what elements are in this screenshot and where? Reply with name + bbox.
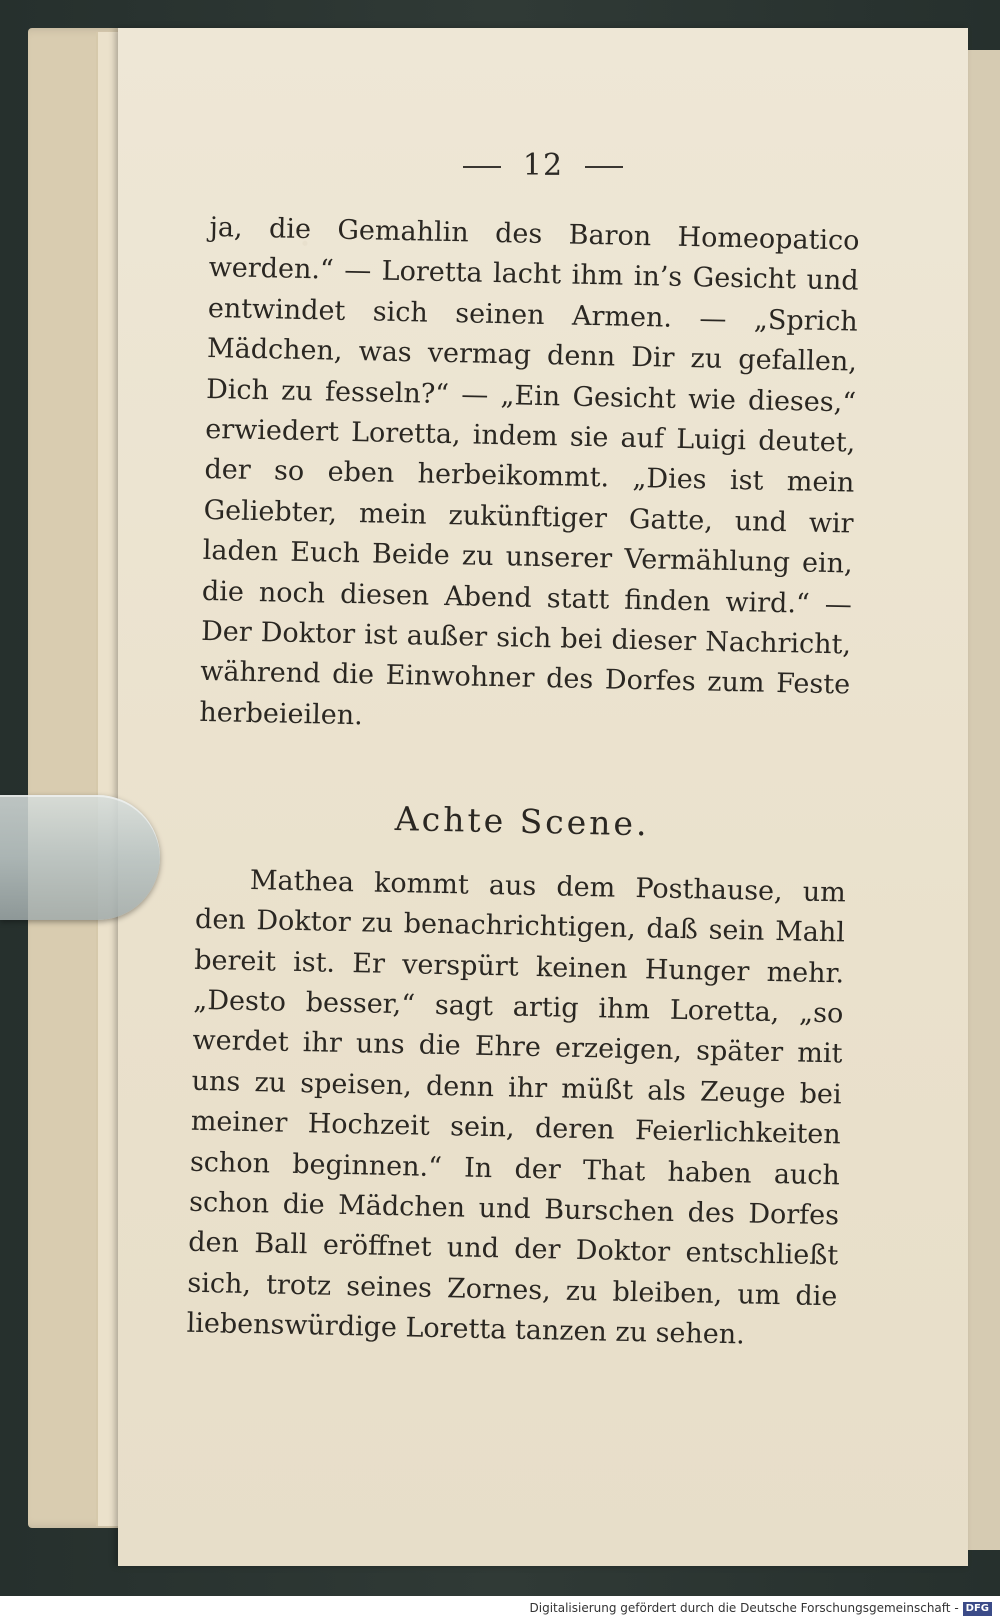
dash-left [463, 166, 501, 168]
dfg-logo: DFG [963, 1602, 992, 1616]
page-number: 12 [522, 148, 564, 183]
facing-page-sliver [968, 50, 1000, 1550]
digitization-footer [0, 1596, 1000, 1620]
paragraph-1: ja, die Gemahlin des Baron Homeopatico werden.“ — Loretta lacht ihm in’s Gesicht und entwindet sich seinen Armen. — „Sprich Mädchen, was vermag denn Dir zu gefallen, Dich zu fesseln?“ — „Ein Gesicht wie dieses,“ erwiedert Loretta, indem sie auf Luigi deutet, der so eben herbeikommt. „Dies ist mein Geliebter, mein zukünftiger Gatte, und wir laden Euch Beide zu unserer Vermählung ein, die noch diesen Abend statt finden wird.“ — Der Doktor ist außer sich bei dieser Nachricht, während die Einwohner des Dorfes zum Feste herbeieilen. [199, 211, 860, 732]
book-page [118, 28, 968, 1566]
scene-heading: Achte Scene. [394, 799, 650, 844]
dash-right [585, 166, 623, 168]
page-holder-clip [0, 795, 160, 920]
paragraph-2: Mathea kommt aus dem Posthause, um den Doktor zu benachrichtigen, daß sein Mahl bereit ist. Er verspürt keinen Hunger mehr. „Desto besser,“ sagt artig ihm Loretta, „so werdet ihr uns die Ehre erzeigen, später mit uns zu speisen, denn ihr müßt als Zeuge bei meiner Hochzeit sein, deren Feierlichkeiten schon beginnen.“ In der That haben auch schon die Mädchen und Burschen des Dorfes den Ball eröffnet und der Doktor entschließt sich, trotz seines Zornes, zu bleiben, um die liebenswürdige Loretta tanzen zu sehen. [186, 864, 847, 1351]
page-body [186, 208, 860, 1358]
footer-credit: Digitalisierung gefördert durch die Deutsche Forschungsgemeinschaft - [529, 1601, 959, 1615]
page-header [118, 148, 968, 198]
